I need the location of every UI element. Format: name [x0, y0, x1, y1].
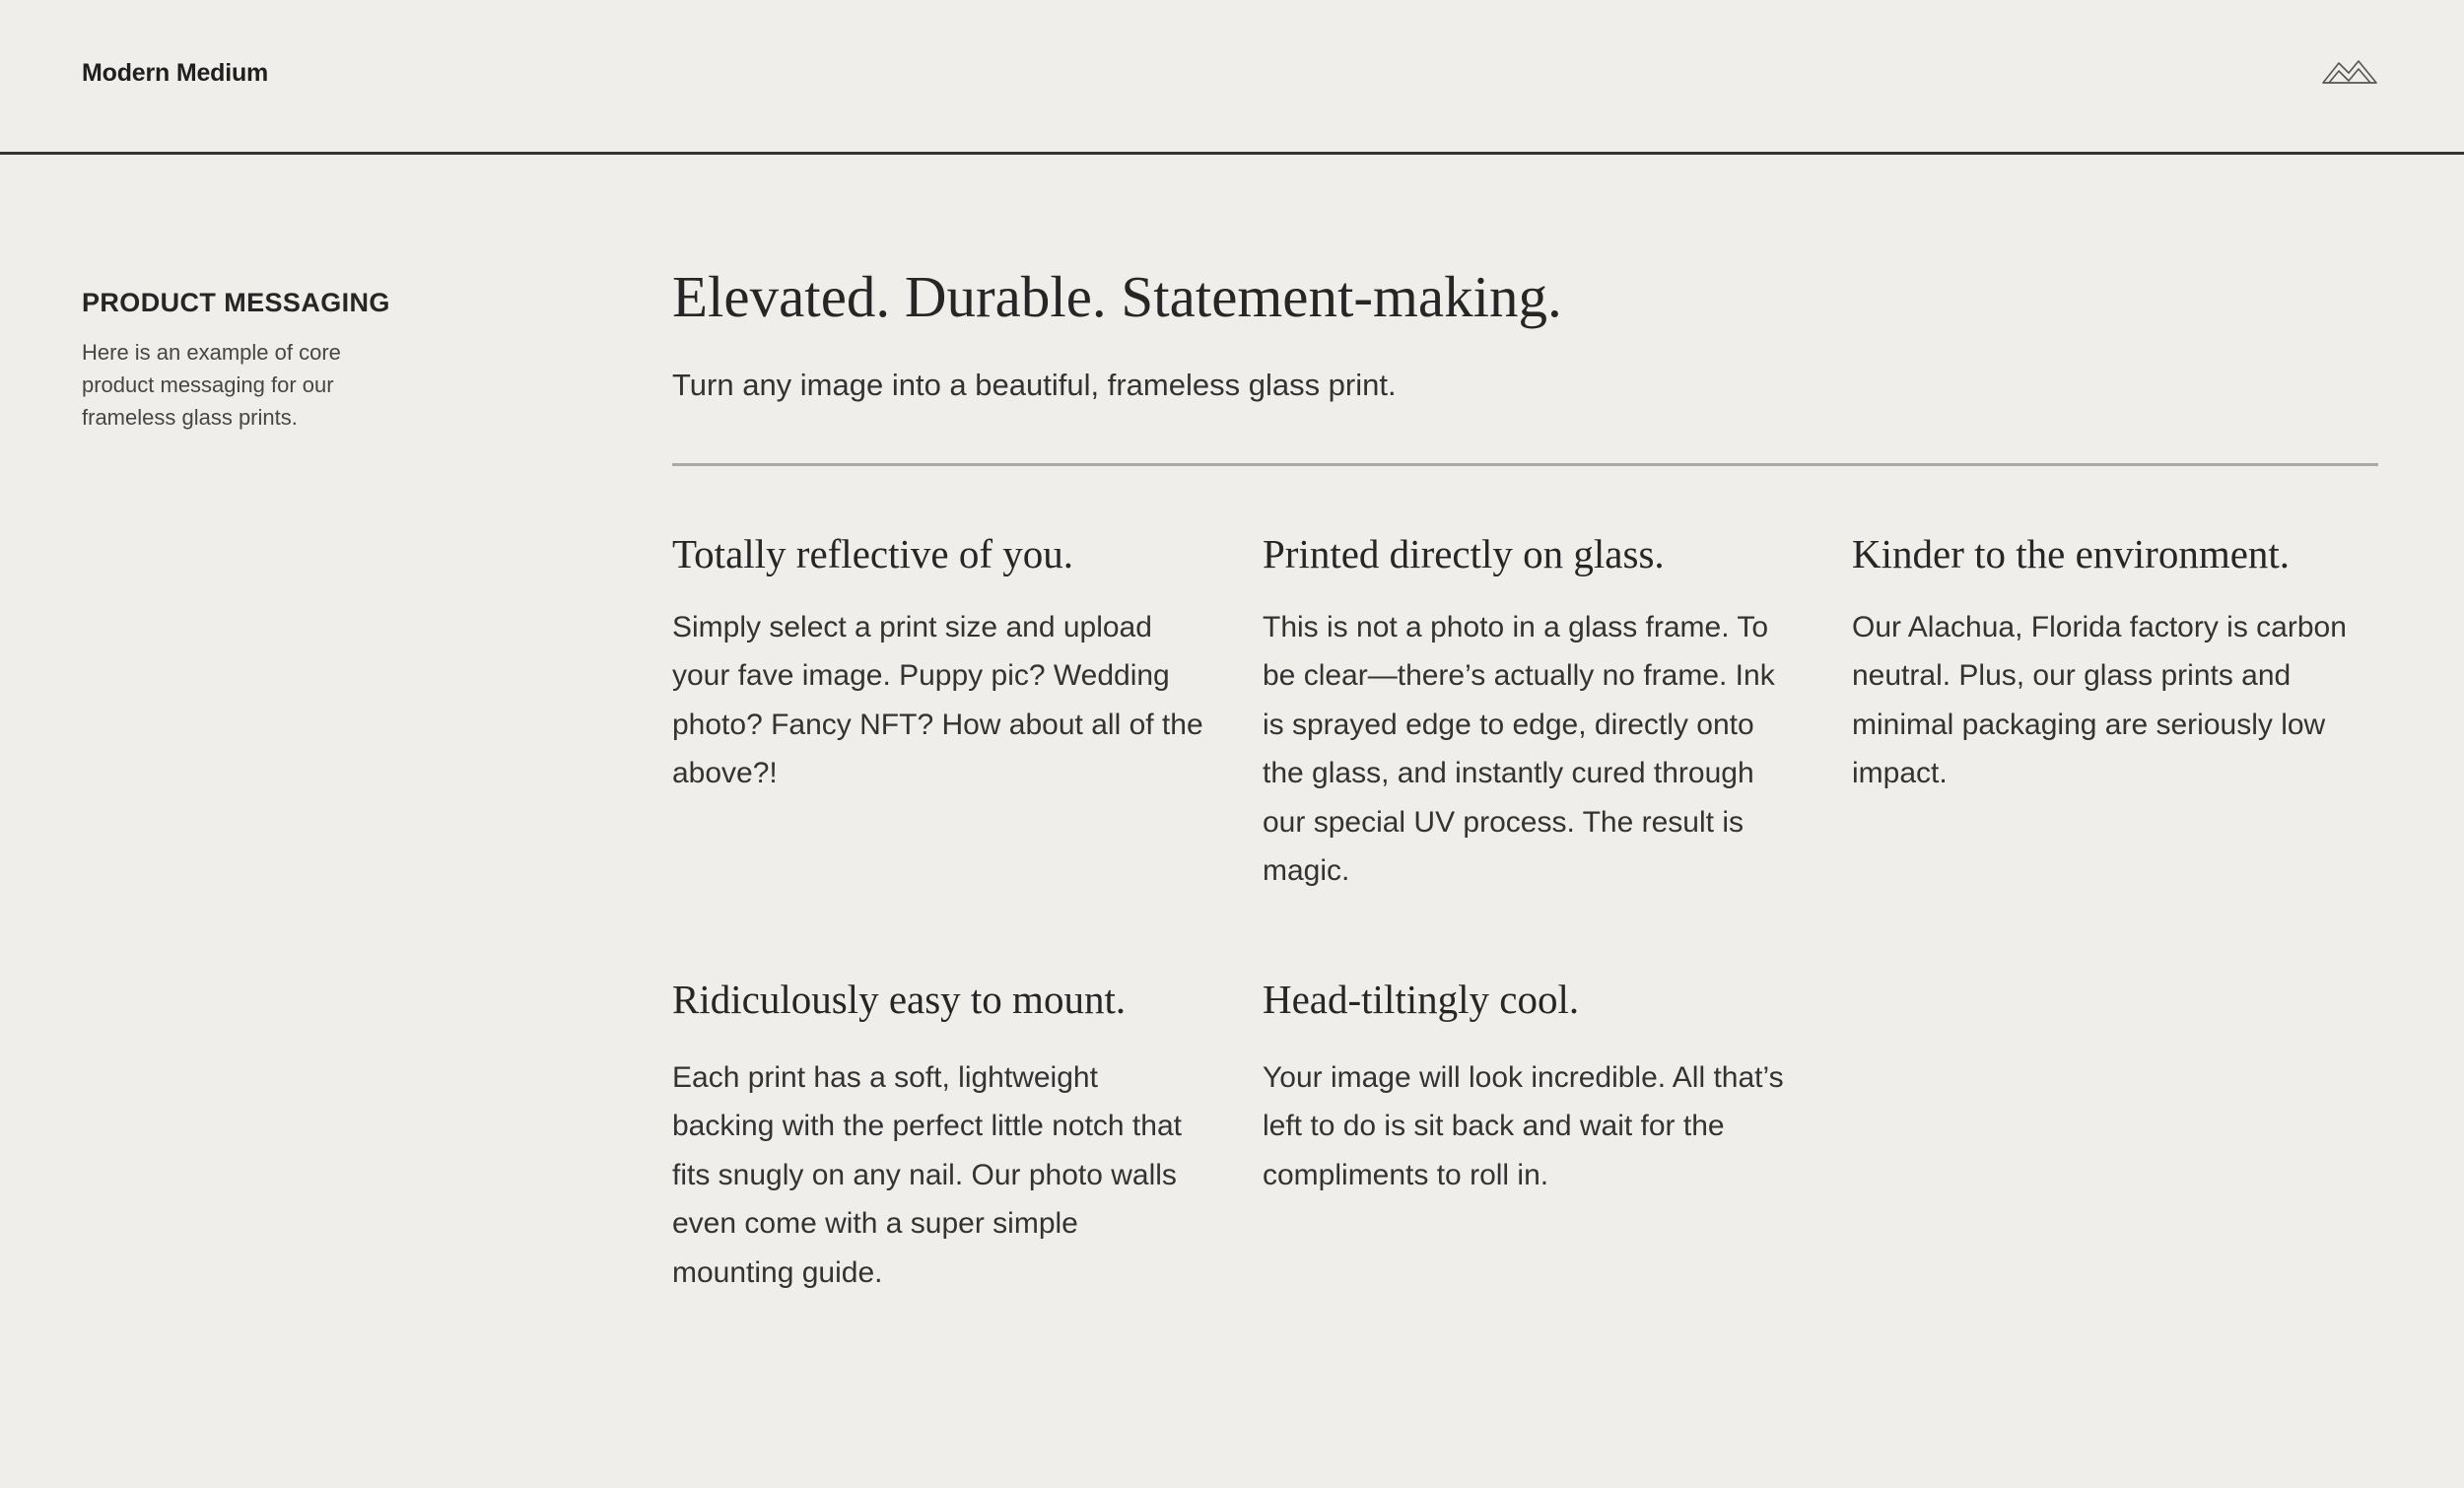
page-headline: Elevated. Durable. Statement-making. — [672, 264, 1562, 329]
sidebar-description: Here is an example of core product messaging for our frameless glass prints. — [82, 340, 341, 430]
main-content — [672, 261, 2378, 402]
feature-body: Your image will look incredible. All that’s left to do is sit back and wait for the compliments to roll in. — [1263, 1061, 1784, 1191]
sidebar-title: PRODUCT MESSAGING — [82, 288, 390, 317]
feature-card — [672, 529, 1204, 790]
page-subheadline: Turn any image into a beautiful, frameless glass print. — [672, 368, 1397, 402]
feature-body: Each print has a soft, lightweight backing with the perfect little notch that fits snugly on any nail. Our photo walls even come with a super simple mounting guide. — [672, 1061, 1182, 1289]
feature-title: Printed directly on glass. — [1263, 531, 1665, 576]
feature-title: Totally reflective of you. — [672, 531, 1073, 576]
feature-card — [1263, 975, 1795, 1191]
feature-body: Simply select a print size and upload your fave image. Puppy pic? Wedding photo? Fancy NFT? How about all of the above?! — [672, 611, 1203, 790]
brand-name[interactable]: Modern Medium — [82, 59, 269, 87]
feature-title: Head-tiltingly cool. — [1263, 977, 1580, 1022]
feature-body: Our Alachua, Florida factory is carbon neutral. Plus, our glass prints and minimal packaging are seriously low impact. — [1852, 611, 2347, 790]
feature-title: Ridiculously easy to mount. — [672, 977, 1127, 1022]
feature-card — [1263, 529, 1795, 888]
site-header — [0, 0, 2464, 155]
sidebar — [82, 286, 417, 434]
feature-body: This is not a photo in a glass frame. To be clear—there’s actually no frame. Ink is sprayed edge to edge, directly onto the glass, and instantly cured through our special UV process. The result is magic. — [1263, 611, 1775, 888]
feature-card — [1852, 529, 2384, 790]
mountains-icon[interactable] — [2322, 59, 2377, 85]
feature-card — [672, 975, 1204, 1289]
feature-title: Kinder to the environment. — [1852, 531, 2291, 576]
section-divider — [672, 463, 2378, 466]
